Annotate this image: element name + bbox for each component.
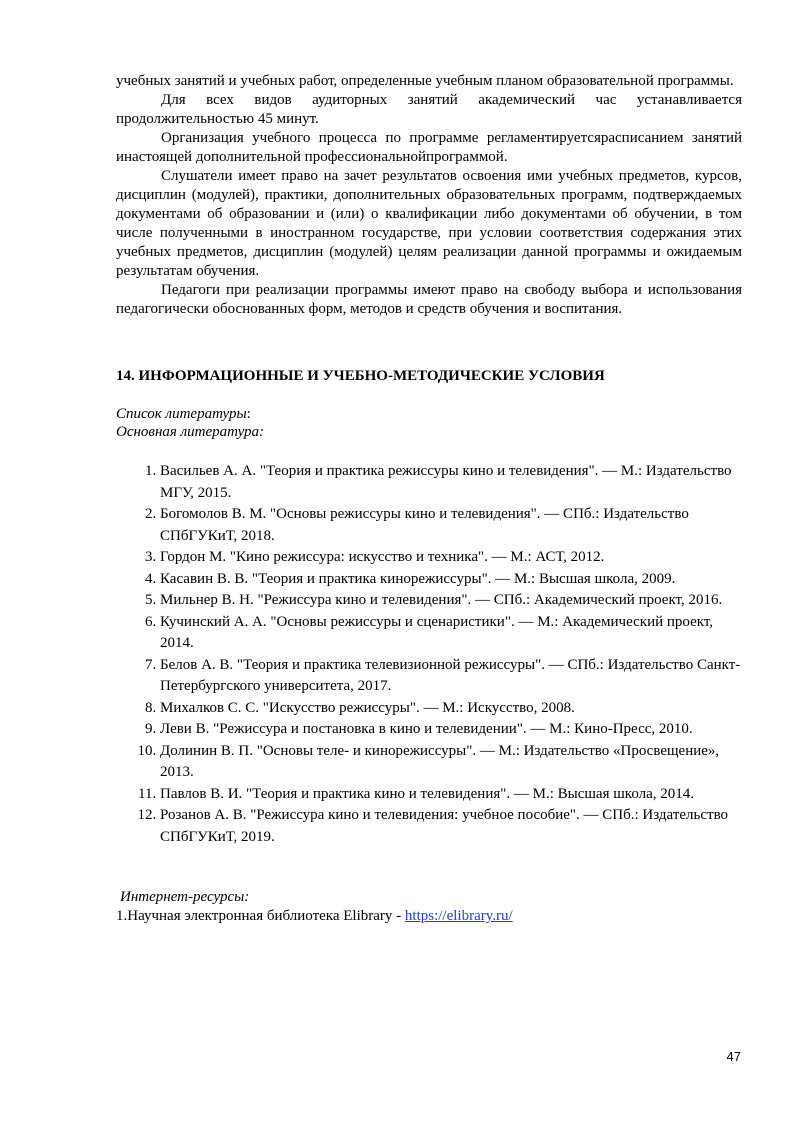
section-title: 14. ИНФОРМАЦИОННЫЕ И УЧЕБНО-МЕТОДИЧЕСКИЕ УСЛОВИЯ (116, 368, 605, 384)
literature-item: 7. Белов А. В. "Теория и практика телевизионной режиссуры". — СПб.: Издательство Санкт-Петербургского университета, 2017. (160, 655, 742, 698)
paragraph-curriculum: учебных занятий и учебных работ, определенные учебным планом образовательной программы. (116, 73, 734, 89)
literature-item: 2. Богомолов В. М. "Основы режиссуры кино и телевидения". — СПб.: Издательство СПбГУКиТ, 2018. (160, 504, 742, 547)
literature-item: 1. Васильев А. А. "Теория и практика режиссуры кино и телевидения". — М.: Издательство МГУ, 2015. (160, 461, 742, 504)
paragraph-schedule: Организация учебного процесса по программе регламентируетсярасписанием занятий инастоящей дополнительной профессиональнойпрограммой. (116, 130, 742, 165)
literature-item: 3. Гордон М. "Кино режиссура: искусство и техника". — М.: АСТ, 2012. (160, 547, 742, 569)
literature-label-colon: : (246, 406, 251, 422)
literature-label-line (116, 405, 742, 423)
literature-label: Список литературы (116, 406, 247, 422)
literature-item: 10. Долинин В. П. "Основы теле- и кинорежиссуры". — М.: Издательство «Просвещение», 2013. (160, 741, 742, 784)
elibrary-link[interactable]: https://elibrary.ru/ (404, 908, 513, 924)
paragraph-academic-hour: Для всех видов аудиторных занятий академический час устанавливается продолжительностью 45 минут. (116, 92, 742, 127)
page-number: 47 (726, 1049, 741, 1064)
main-literature-label: Основная литература: (116, 424, 265, 440)
literature-item: 5. Мильнер В. Н. "Режиссура кино и телевидения". — СПб.: Академический проект, 2016. (160, 590, 742, 612)
literature-item: 11. Павлов В. И. "Теория и практика кино и телевидения". — М.: Высшая школа, 2014. (160, 784, 742, 806)
literature-item: 4. Касавин В. В. "Теория и практика кинорежиссуры". — М.: Высшая школа, 2009. (160, 569, 742, 591)
internet-resource-item (116, 907, 742, 926)
literature-item: 8. Михалков С. С. "Искусство режиссуры". — М.: Искусство, 2008. (160, 698, 742, 720)
paragraph-credit-transfer: Слушатели имеет право на зачет результатов освоения ими учебных предметов, курсов, дисциплин (модулей), практики, дополнительных образовательных программ, подтверждаемых документами об образовании и (или) о квалификации либо документами об обучении, в том числе полученными в иностранном государстве, при условии соответствия содержания этих учебных предметов, дисциплин (модулей) целям реализации данной программы и ожидаемым результатам обучения. (116, 168, 742, 279)
literature-item: 9. Леви В. "Режиссура и постановка в кино и телевидении". — М.: Кино-Пресс, 2010. (160, 719, 742, 741)
internet-resource-text: 1.Научная электронная библиотека Elibrary - (116, 908, 405, 924)
literature-item: 6. Кучинский А. А. "Основы режиссуры и сценаристики". — М.: Академический проект, 2014. (160, 612, 742, 655)
internet-resources-label: Интернет-ресурсы: (120, 889, 250, 905)
literature-item: 12. Розанов А. В. "Режиссура кино и телевидения: учебное пособие". — СПб.: Издательство СПбГУКиТ, 2019. (160, 805, 742, 848)
paragraph-teacher-freedom: Педагоги при реализации программы имеют право на свободу выбора и использования педагогически обоснованных форм, методов и средств обучения и воспитания. (116, 282, 742, 317)
literature-list (116, 461, 742, 848)
document-page (116, 72, 742, 926)
